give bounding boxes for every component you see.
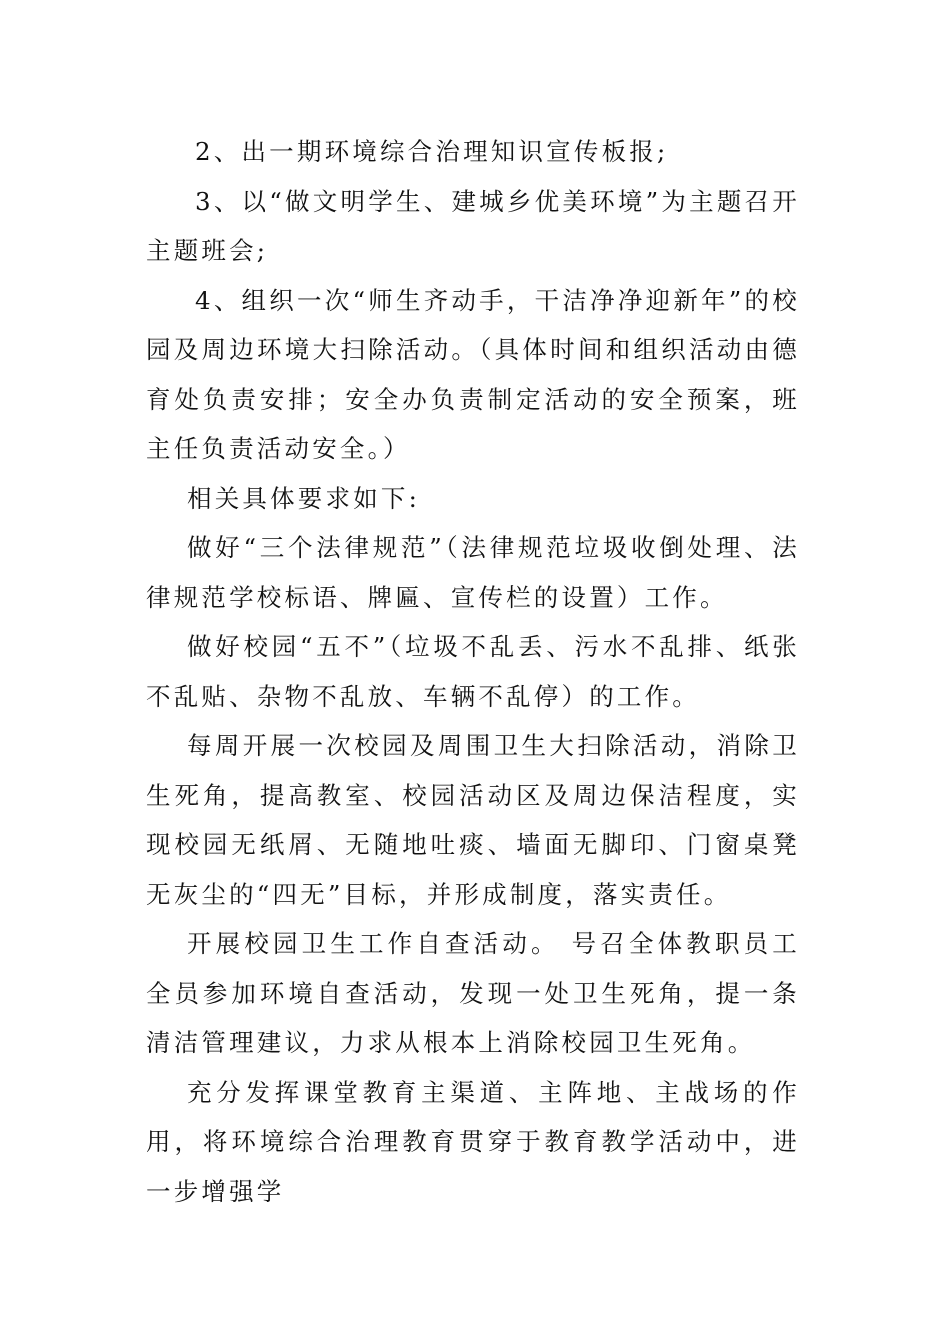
- document-body: [146, 127, 800, 1216]
- paragraph-requirements-intro: 相关具体要求如下:: [187, 483, 421, 513]
- paragraph-item-4: 4、组织一次“师生齐动手，干洁净净迎新年”的校园及周边环境大扫除活动。（具体时间和组织活动由德育处负责安排；安全办负责制定活动的安全预案，班主任负责活动安全。）: [146, 285, 800, 463]
- paragraph-weekly-cleaning: 每周开展一次校园及周围卫生大扫除活动，消除卫生死角，提高教室、校园活动区及周边保洁程度，实现校园无纸屑、无随地吐痰、墙面无脚印、门窗桌凳无灰尘的“四无”目标，并形成制度，落实责任。: [146, 731, 800, 909]
- paragraph-item-3: 3、以“做文明学生、建城乡优美环境”为主题召开主题班会;: [146, 186, 800, 265]
- paragraph-self-inspection: 开展校园卫生工作自查活动。 号召全体教职员工全员参加环境自查活动，发现一处卫生死角，提一条清洁管理建议，力求从根本上消除校园卫生死角。: [146, 929, 800, 1057]
- paragraph-three-legal-norms: 做好“三个法律规范”（法律规范垃圾收倒处理、法律规范学校标语、牌匾、宣传栏的设置）工作。: [146, 533, 800, 612]
- paragraph-classroom-education: 充分发挥课堂教育主渠道、主阵地、主战场的作用，将环境综合治理教育贯穿于教育教学活动中，进一步增强学: [146, 1077, 800, 1206]
- paragraph-item-2: 2、出一期环境综合治理知识宣传板报;: [195, 137, 669, 166]
- paragraph-five-nos: 做好校园“五不”（垃圾不乱丢、污水不乱排、纸张不乱贴、杂物不乱放、车辆不乱停）的工作。: [146, 632, 800, 711]
